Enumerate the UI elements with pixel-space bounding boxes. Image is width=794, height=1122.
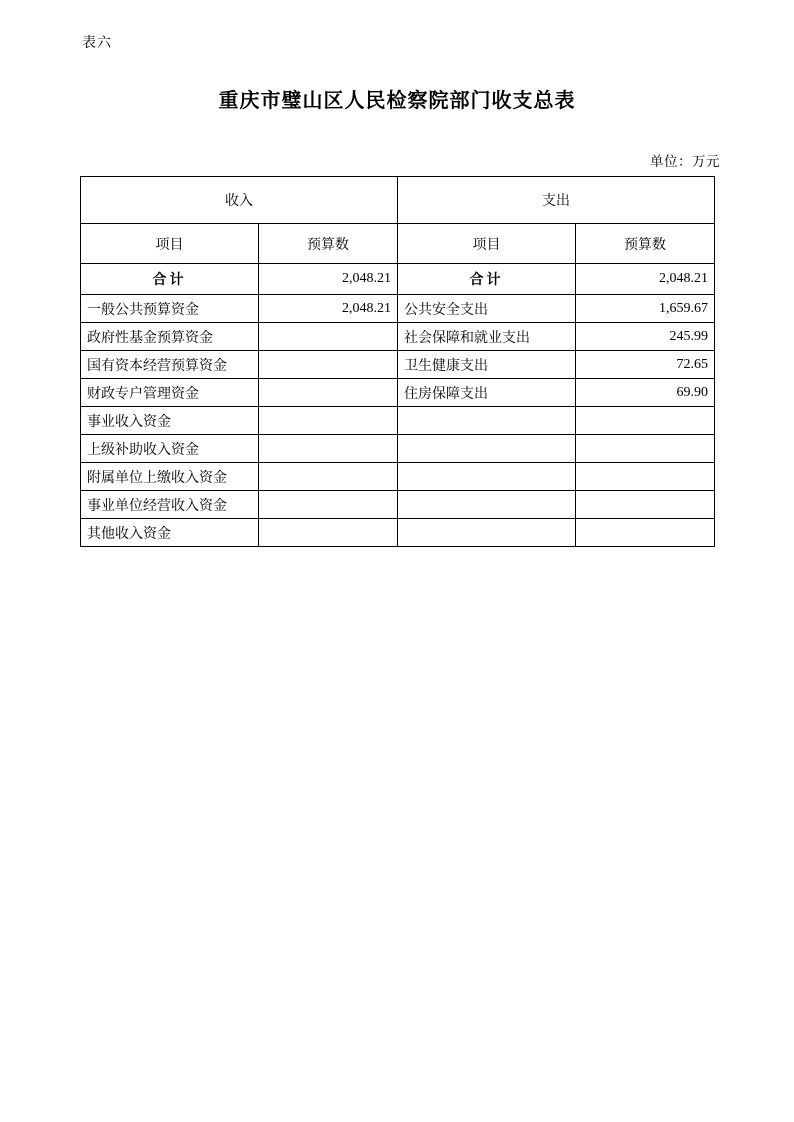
column-header-income-item: 项目: [81, 224, 259, 264]
expense-value: [576, 491, 715, 519]
table-row: [81, 295, 715, 323]
column-header-expense-item: 项目: [398, 224, 576, 264]
column-header-expense-budget: 预算数: [576, 224, 715, 264]
sheet-number-label: 表六: [82, 36, 112, 51]
total-expense-label: 合计: [398, 264, 576, 295]
total-income-value: 2,048.21: [259, 264, 398, 295]
table-column-header-row: [81, 224, 715, 264]
table-row: [81, 407, 715, 435]
income-value: [259, 323, 398, 351]
table-row: [81, 435, 715, 463]
table-row: [81, 351, 715, 379]
table-row: [81, 323, 715, 351]
expense-value: 245.99: [576, 323, 715, 351]
income-value: [259, 379, 398, 407]
income-value: [259, 407, 398, 435]
expense-item: 卫生健康支出: [398, 351, 576, 379]
table-row-total: [81, 264, 715, 295]
total-income-label: 合计: [81, 264, 259, 295]
expense-value: [576, 519, 715, 547]
page-title: 重庆市璧山区人民检察院部门收支总表: [218, 90, 576, 112]
income-value: [259, 519, 398, 547]
income-value: [259, 435, 398, 463]
table-row: [81, 463, 715, 491]
expense-value: [576, 435, 715, 463]
total-expense-value: 2,048.21: [576, 264, 715, 295]
expense-value: 1,659.67: [576, 295, 715, 323]
expense-item: [398, 491, 576, 519]
expense-item: [398, 435, 576, 463]
group-header-income: 收入: [81, 177, 398, 224]
expense-item: 公共安全支出: [398, 295, 576, 323]
budget-summary-table: [80, 176, 715, 547]
group-header-expense: 支出: [398, 177, 715, 224]
table-row: [81, 491, 715, 519]
income-value: [259, 351, 398, 379]
income-value: 2,048.21: [259, 295, 398, 323]
expense-value: 69.90: [576, 379, 715, 407]
income-item: 一般公共预算资金: [81, 295, 259, 323]
table-row: [81, 519, 715, 547]
income-item: 其他收入资金: [81, 519, 259, 547]
income-value: [259, 491, 398, 519]
table-row: [81, 379, 715, 407]
expense-value: [576, 407, 715, 435]
table-group-header-row: [81, 177, 715, 224]
income-item: 财政专户管理资金: [81, 379, 259, 407]
column-header-income-budget: 预算数: [259, 224, 398, 264]
income-item: 附属单位上缴收入资金: [81, 463, 259, 491]
expense-value: 72.65: [576, 351, 715, 379]
income-item: 事业单位经营收入资金: [81, 491, 259, 519]
income-item: 上级补助收入资金: [81, 435, 259, 463]
income-item: 政府性基金预算资金: [81, 323, 259, 351]
expense-item: 住房保障支出: [398, 379, 576, 407]
expense-item: [398, 463, 576, 491]
expense-item: [398, 519, 576, 547]
unit-note: 单位：万元: [650, 154, 720, 169]
expense-value: [576, 463, 715, 491]
expense-item: 社会保障和就业支出: [398, 323, 576, 351]
income-value: [259, 463, 398, 491]
expense-item: [398, 407, 576, 435]
income-item: 事业收入资金: [81, 407, 259, 435]
income-item: 国有资本经营预算资金: [81, 351, 259, 379]
